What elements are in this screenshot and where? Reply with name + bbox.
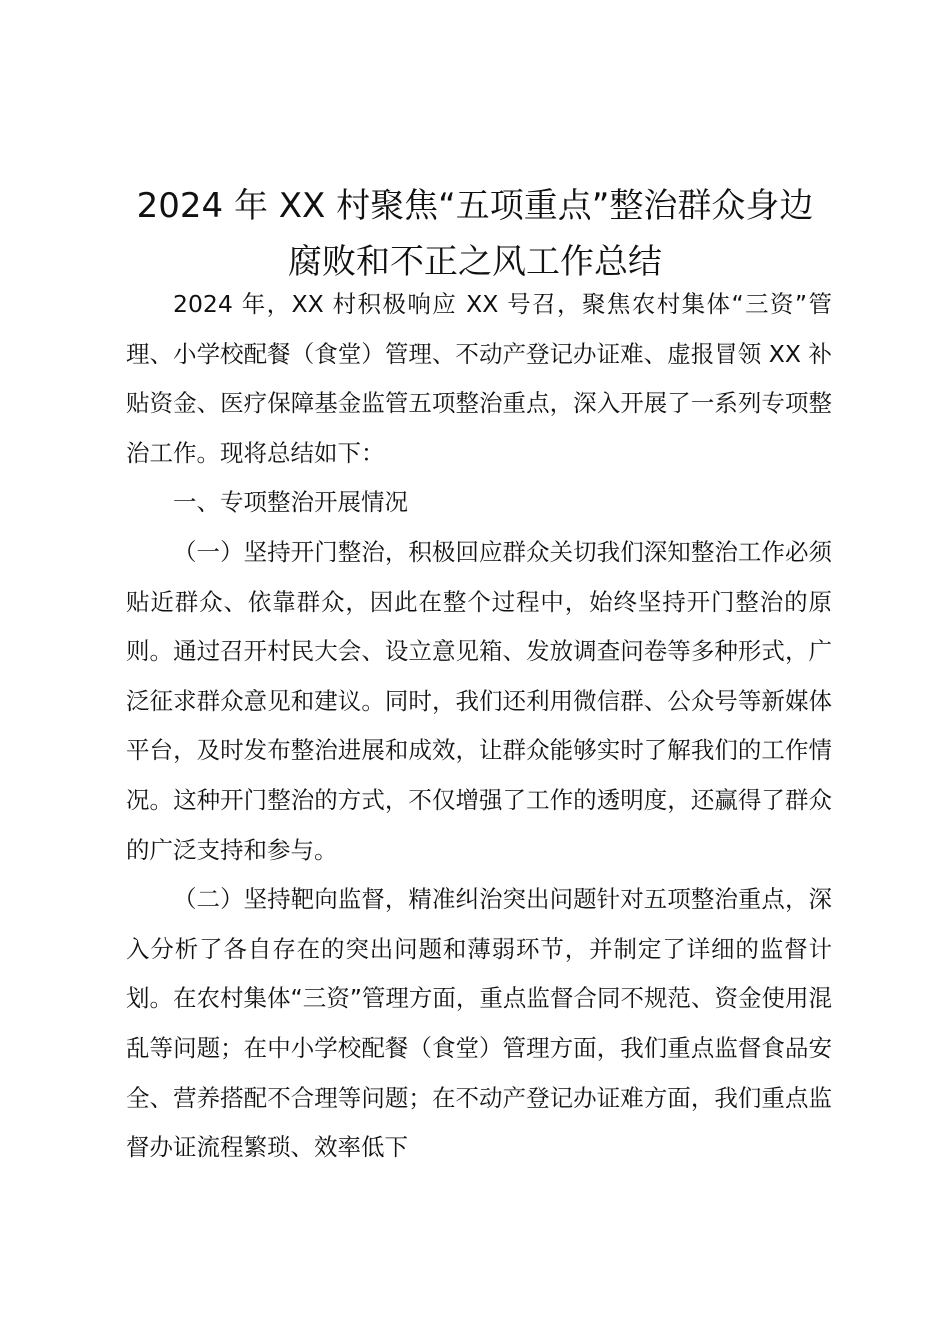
subsection-paragraph-2: （二）坚持靶向监督，精准纠治突出问题针对五项整治重点，深入分析了各自存在的突出问题和薄弱环节，并制定了详细的监督计划。在农村集体“三资”管理方面，重点监督合同不规范、资金使用混乱等问题；在中小学校配餐（食堂）管理方面，我们重点监督食品安全、营养搭配不合理等问题；在不动产登记办证难方面，我们重点监督办证流程繁琐、效率低下 [126,885,832,1162]
intro-paragraph: 2024 年，XX 村积极响应 XX 号召，聚焦农村集体“三资”管理、小学校配餐（食堂）管理、不动产登记办证难、虚报冒领 XX 补贴资金、医疗保障基金监管五项整治重点，深入开展了一系列专项整治工作。现将总结如下： [126,290,832,467]
document-body [126,280,832,1173]
section-heading: 一、专项整治开展情况 [173,488,408,517]
document-title: 2024 年 XX 村聚焦“五项重点”整治群众身边腐败和不正之风工作总结 [136,186,814,282]
subsection-paragraph-1: （一）坚持开门整治，积极回应群众关切我们深知整治工作必须贴近群众、依靠群众，因此在整个过程中，始终坚持开门整治的原则。通过召开村民大会、设立意见箱、发放调查问卷等多种形式，广泛征求群众意见和建议。同时，我们还利用微信群、公众号等新媒体平台，及时发布整治进展和成效，让群众能够实时了解我们的工作情况。这种开门整治的方式，不仅增强了工作的透明度，还赢得了群众的广泛支持和参与。 [126,537,832,864]
